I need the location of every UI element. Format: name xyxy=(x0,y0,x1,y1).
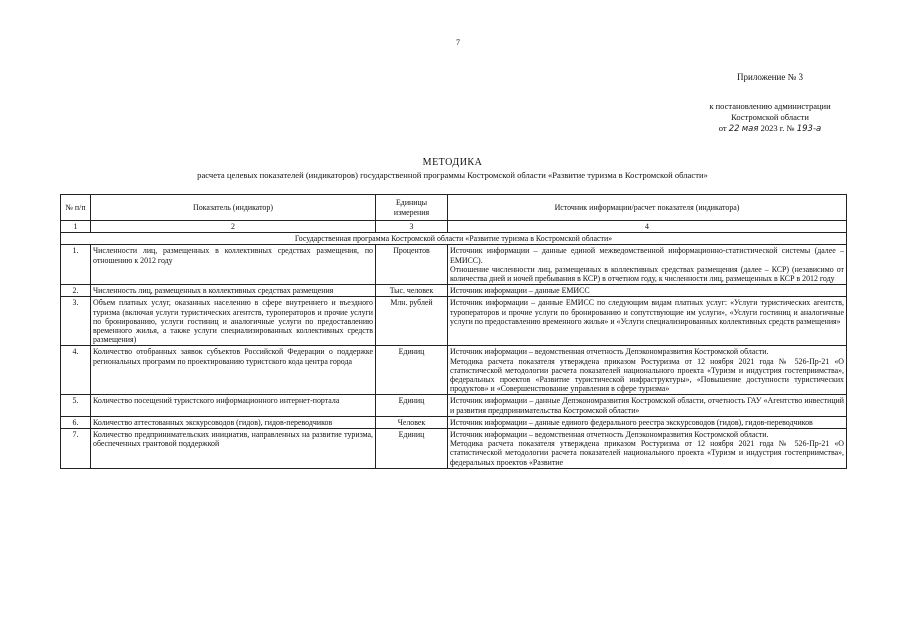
row-unit: Процентов xyxy=(376,245,448,285)
header-unit: Единицы измерения xyxy=(376,195,448,221)
row-unit: Единиц xyxy=(376,429,448,469)
row-number: 7. xyxy=(61,429,91,469)
header-source: Источник информации/расчет показателя (индикатора) xyxy=(448,195,847,221)
column-number: 4 xyxy=(448,221,847,233)
decree-line-2: Костромской области xyxy=(731,112,809,122)
row-number: 2. xyxy=(61,285,91,297)
page-number: 7 xyxy=(456,38,460,47)
row-number: 5. xyxy=(61,395,91,416)
decree-day: 22 xyxy=(728,124,740,134)
appendix-label: Приложение № 3 xyxy=(737,72,803,82)
decree-year: 2023 г. № xyxy=(760,123,795,133)
source-paragraph: Источник информации – данные ЕМИСС xyxy=(450,286,590,296)
table-row xyxy=(61,285,847,297)
row-indicator: Количество посещений туристского информационного интернет-портала xyxy=(91,395,376,416)
section-row xyxy=(61,233,847,245)
source-paragraph: Источник информации – данные Депэкономразвития Костромской области, отчетность ГАУ «Агентство инвестиций и развития предпринимательства Костромской области» xyxy=(450,396,844,415)
table-row xyxy=(61,395,847,416)
table-row xyxy=(61,245,847,285)
table-row xyxy=(61,297,847,346)
row-source xyxy=(448,285,847,297)
row-unit: Человек xyxy=(376,416,448,428)
row-indicator: Количество предпринимательских инициатив, направленных на развитие туризма, обеспеченных грантовой поддержкой xyxy=(91,429,376,469)
decree-line-1: к постановлению администрации xyxy=(709,101,831,111)
source-paragraph: Методика расчета показателя утверждена приказом Ростуризма от 12 ноября 2021 года № 526-Пр-21 «О статистической методологии расчета показателей национального проекта «Туризм и индустрия гостеприимства», федеральных проектов «Развитие xyxy=(450,439,844,467)
row-unit: Млн. рублей xyxy=(376,297,448,346)
column-number-row xyxy=(61,221,847,233)
row-source xyxy=(448,245,847,285)
row-source xyxy=(448,346,847,395)
row-source xyxy=(448,416,847,428)
row-unit: Единиц xyxy=(376,346,448,395)
row-indicator: Количество аттестованных экскурсоводов (гидов), гидов-переводчиков xyxy=(91,416,376,428)
source-paragraph: Отношение численности лиц, размещенных в коллективных средствах размещения (далее – КСР) (независимо от количества дней и ночей пребывания в КСР) в отчетном году, к численности лиц, размещенных в КСР в 2012 году xyxy=(450,264,844,284)
column-number: 2 xyxy=(91,221,376,233)
decree-date-line xyxy=(650,123,890,135)
section-title: Государственная программа Костромской области «Развитие туризма в Костромской области» xyxy=(61,233,847,245)
decree-month: мая xyxy=(741,124,759,134)
source-paragraph: Источник информации – данные единой межведомственной информационно-статистической системы (далее – ЕМИСС). xyxy=(450,246,844,265)
document-subtitle: расчета целевых показателей (индикаторов) государственной программы Костромской области «Развитие туризма в Костромской области» xyxy=(197,170,708,180)
source-paragraph: Источник информации – данные ЕМИСС по следующим видам платных услуг: «Услуги туристических агентств, туроператоров и прочие услуги по бронированию и сопутствующие им услуги», «Услуги гостиниц и аналогичные услуги по предоставлению временного жилья» и «Услуги специализированных коллективных средств размещения» xyxy=(450,298,844,326)
row-source xyxy=(448,297,847,346)
indicators-table xyxy=(60,194,847,469)
row-source xyxy=(448,395,847,416)
table-row xyxy=(61,346,847,395)
row-unit: Тыс. человек xyxy=(376,285,448,297)
source-paragraph: Источник информации – данные единого федерального реестра экскурсоводов (гидов), гидов-переводчиков xyxy=(450,417,813,427)
row-number: 3. xyxy=(61,297,91,346)
column-number: 3 xyxy=(376,221,448,233)
row-source xyxy=(448,429,847,469)
table-row xyxy=(61,416,847,428)
header-number: № п/п xyxy=(61,195,91,221)
row-indicator: Численность лиц, размещенных в коллективных средствах размещения xyxy=(91,285,376,297)
table-row xyxy=(61,429,847,469)
column-number: 1 xyxy=(61,221,91,233)
row-unit: Единиц xyxy=(376,395,448,416)
source-paragraph: Источник информации – ведомственная отчетность Депэкономразвития Костромской области. xyxy=(450,347,769,357)
row-number: 4. xyxy=(61,346,91,395)
row-indicator: Объем платных услуг, оказанных населению в сфере внутреннего и въездного туризма (включая услуги туристических агентств, туроператоров и прочие услуги по бронированию, услуги гостиниц и аналогичные услуги по предоставлению временного жилья, а также услуги специализированных коллективных средств размещения) xyxy=(91,297,376,346)
row-number: 6. xyxy=(61,416,91,428)
decree-number: 193-а xyxy=(796,124,822,134)
row-indicator: Количество отобранных заявок субъектов Российской Федерации о поддержке региональных программ по проектированию туристского кода центра города xyxy=(91,346,376,395)
document-title: МЕТОДИКА xyxy=(422,157,483,168)
source-paragraph: Методика расчета показателя утверждена приказом Ростуризма от 12 ноября 2021 года № 526-Пр-21 «О статистической методологии расчета показателей национального проекта «Туризм и индустрия гостеприимства», федеральных проектов «Развитие туристической инфраструктуры», «Повышение доступности туристических продуктов» и «Совершенствование управления в сфере туризма» xyxy=(450,356,844,394)
decree-date-prefix: от xyxy=(718,123,727,133)
decree-reference xyxy=(650,101,890,135)
table-header-row xyxy=(61,195,847,221)
row-indicator: Численности лиц, размещенных в коллективных средствах размещения, по отношению к 2012 году xyxy=(91,245,376,285)
header-indicator: Показатель (индикатор) xyxy=(91,195,376,221)
row-number: 1. xyxy=(61,245,91,285)
source-paragraph: Источник информации – ведомственная отчетность Депэкономразвития Костромской области. xyxy=(450,430,769,440)
